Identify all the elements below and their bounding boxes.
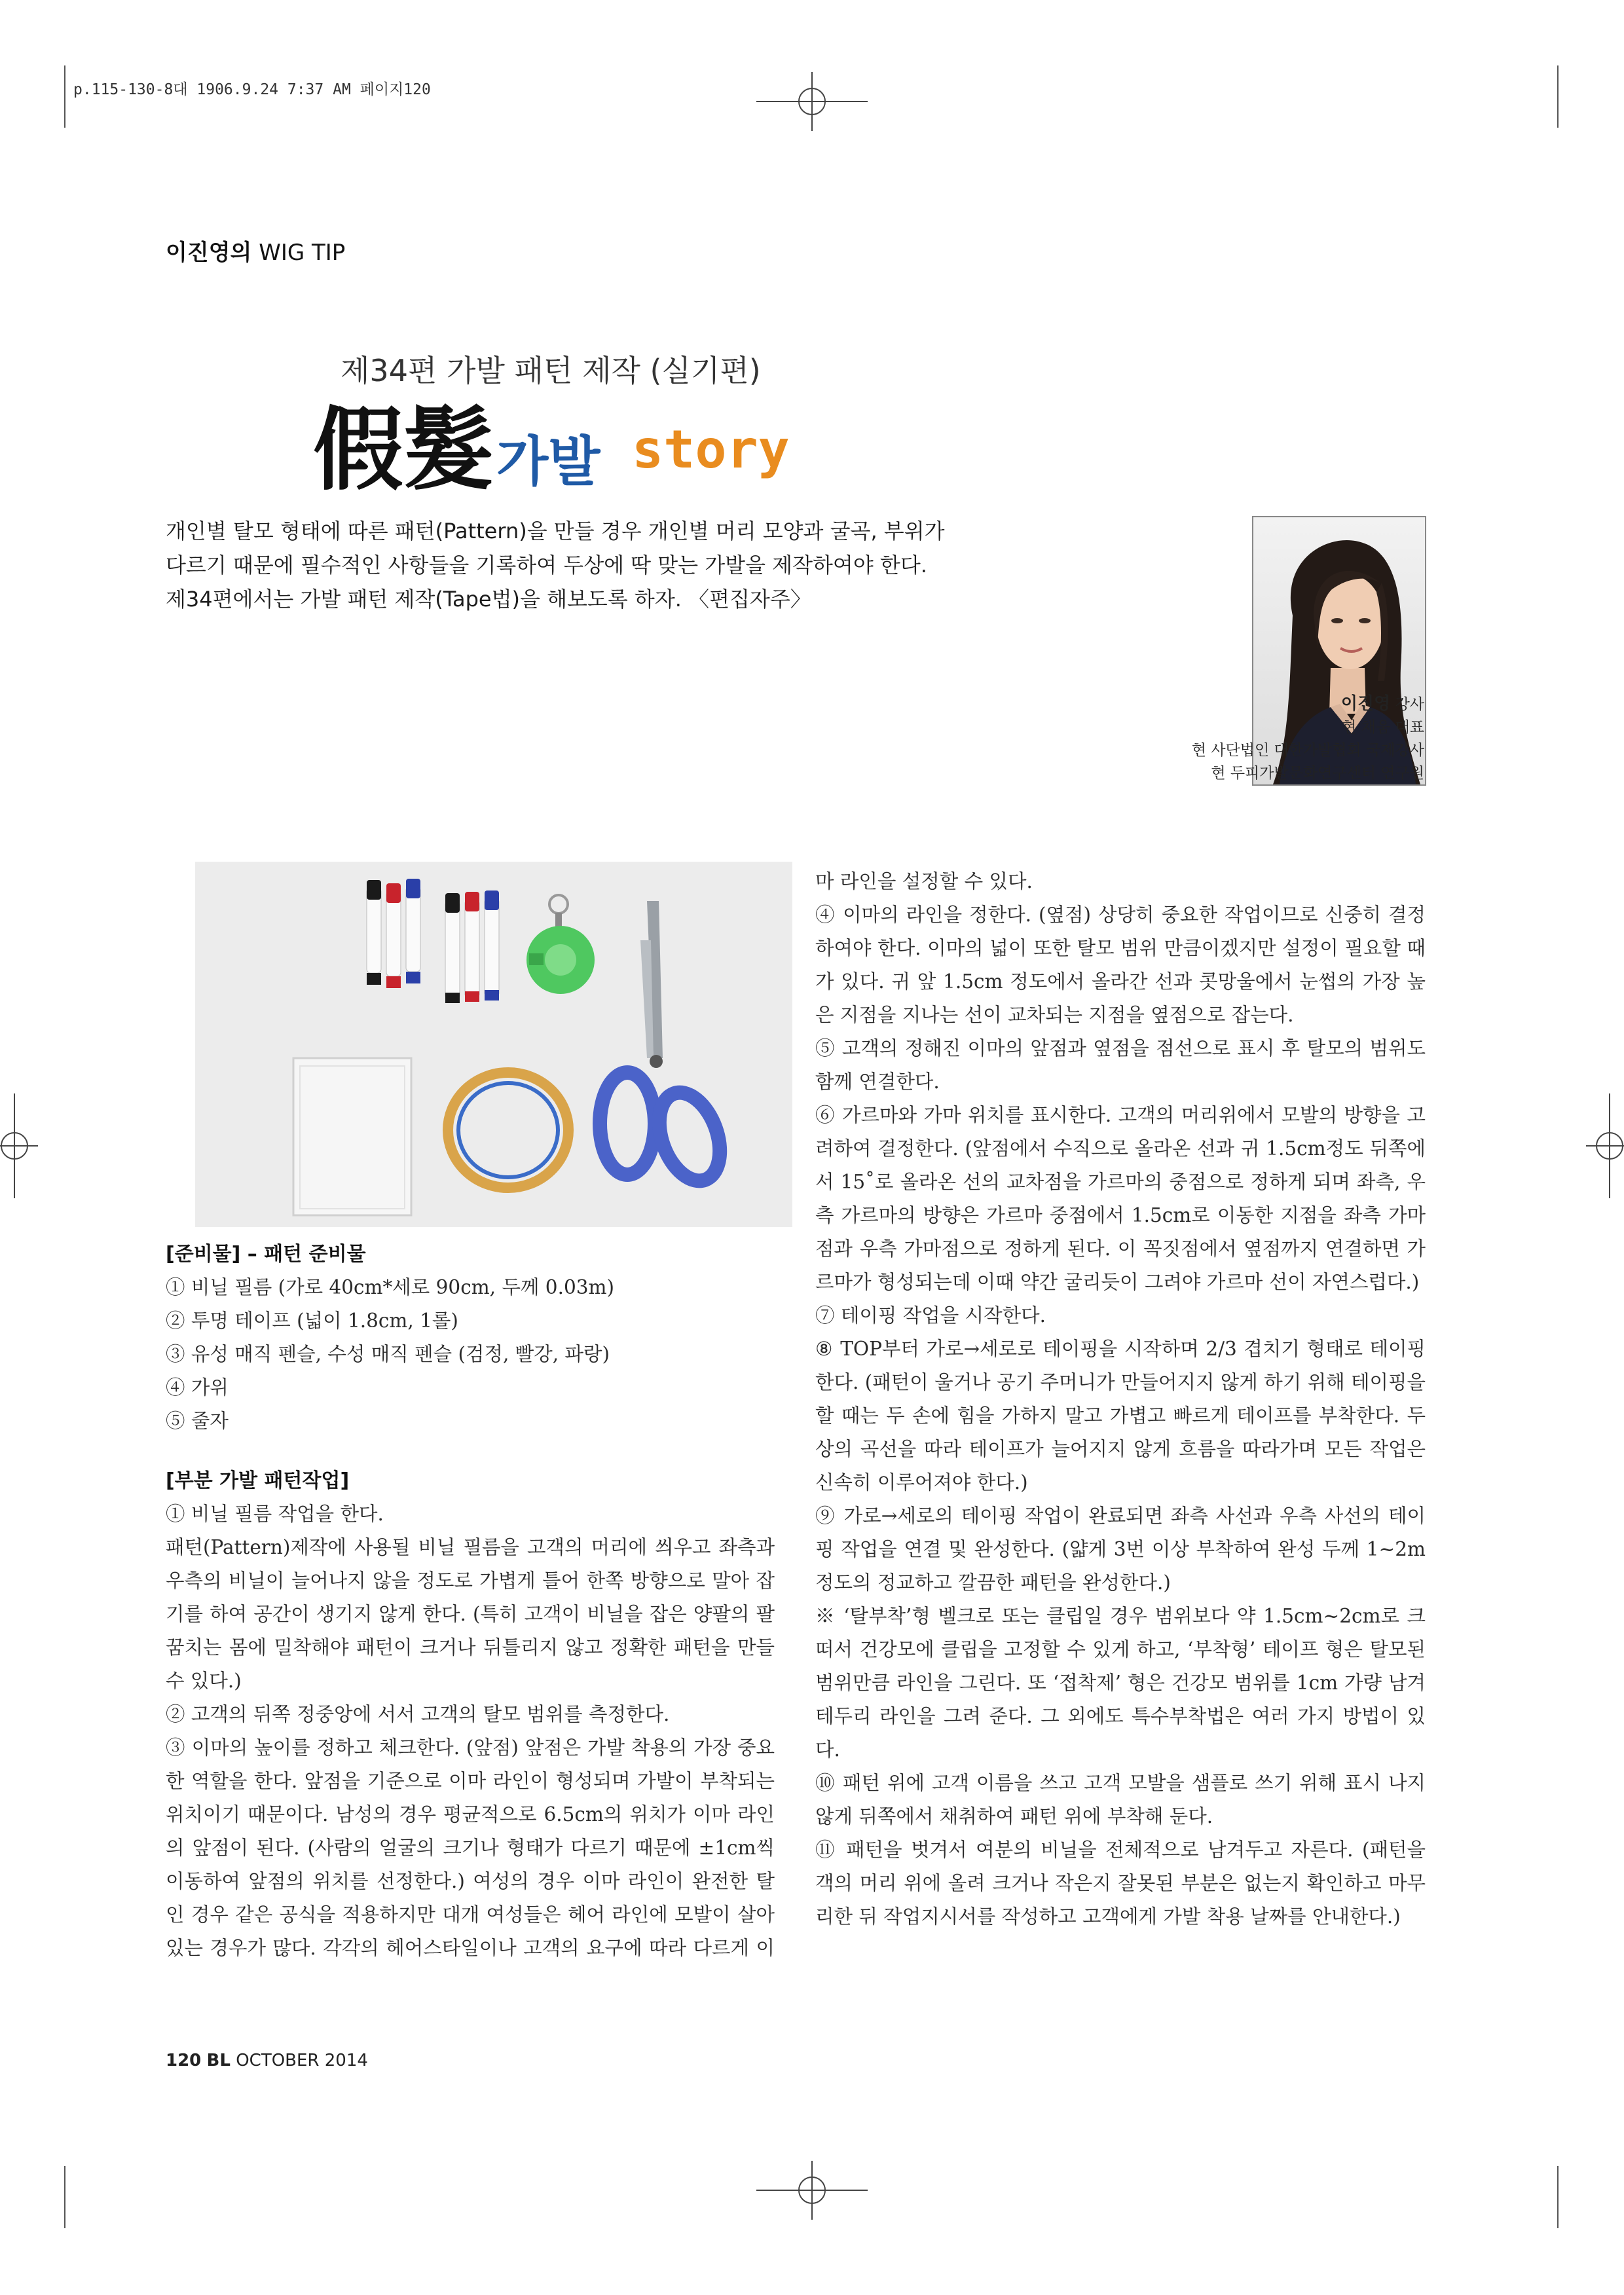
body-line: 르마가 형성되는데 이때 약간 굴리듯이 그려야 가르마 선이 자연스럽다.) (815, 1271, 1420, 1293)
body-line: ④ 이마의 라인을 정한다. (옆점) 상당히 중요한 작업이므로 신중히 결정 (815, 904, 1426, 926)
registration-mark-right (1585, 1087, 1624, 1205)
prep-heading: [준비물] – 패턴 준비물 (166, 1243, 366, 1266)
body-line: 한다. (패턴이 울거나 공기 주머니가 만들어지지 않게 하기 위해 테이핑을 (815, 1371, 1426, 1393)
body-line: ⑧ TOP부터 가로→세로로 테이핑을 시작하며 2/3 겹치기 형태로 테이핑 (815, 1338, 1426, 1360)
body-line: ① 비닐 필름 작업을 한다. (166, 1503, 384, 1525)
body-line: ② 고객의 뒤쪽 정중앙에 서서 고객의 탈모 범위를 측정한다. (166, 1703, 670, 1725)
body-line: ③ 이마의 높이를 정하고 체크한다. (앞점) 앞점은 가발 착용의 가장 중요 (166, 1736, 775, 1759)
issue-date: OCTOBER 2014 (236, 2051, 368, 2070)
author-bio (1192, 693, 1424, 785)
prep-item: ① 비닐 필름 (가로 40cm*세로 90cm, 두께 0.03m) (166, 1276, 614, 1298)
body-line: 함께 연결한다. (815, 1071, 940, 1093)
intro-line: 제34편에서는 가발 패턴 제작(Tape법)을 해보도록 하자. 〈편집자주〉 (166, 587, 811, 612)
author-name: 이진영 (1340, 694, 1391, 714)
author-role: 현 채움 대표 (1342, 719, 1424, 736)
body-line: 우측의 비닐이 늘어나지 않을 정도로 가볍게 틀어 한쪽 방향으로 말아 잡 (166, 1570, 775, 1592)
section-tag-title: WIG TIP (259, 240, 346, 266)
body-line: 려하여 결정한다. (앞점에서 수직으로 올라온 선과 귀 1.5cm정도 뒤쪽에 (815, 1137, 1426, 1160)
page-footer (166, 2051, 368, 2070)
body-line: 점과 우측 가마점으로 정하게 된다. 이 꼭짓점에서 옆점까지 연결하면 가 (815, 1238, 1426, 1260)
body-line: 의 앞점이 된다. (사람의 얼굴의 크기나 형태가 다르기 때문에 ±1cm씩 (166, 1837, 775, 1859)
episode-title: 제34편 가발 패턴 제작 (실기편) (341, 353, 761, 388)
page-number: 120 (166, 2051, 202, 2070)
body-line: 핑 작업을 연결 및 완성한다. (얇게 3번 이상 부착하여 완성 두께 1~2m (815, 1538, 1426, 1560)
body-line: 패턴(Pattern)제작에 사용될 비닐 필름을 고객의 머리에 씌우고 좌측과 (166, 1536, 775, 1558)
body-line: 마 라인을 설정할 수 있다. (815, 870, 1033, 892)
section-tag (166, 234, 345, 266)
body-line: 측 가르마의 방향은 가르마 중점에서 1.5cm로 이동한 지점을 좌측 가마 (815, 1204, 1426, 1226)
title-korean: 가발 (496, 431, 600, 493)
title-hanja: 假髮 (313, 396, 494, 503)
body-line: 객의 머리 위에 올려 크거나 작은지 잘못된 부분은 없는지 확인하고 마무 (815, 1872, 1426, 1894)
body-line: ※ ‘탈부착’형 벨크로 또는 클립일 경우 범위보다 약 1.5cm~2cm로 크 (815, 1605, 1426, 1627)
body-line: 이동하여 앞점의 위치를 선정한다.) 여성의 경우 이마 라인이 완전한 탈 (166, 1870, 775, 1892)
supplies-photo (195, 862, 792, 1227)
body-line: ⑤ 고객의 정해진 이마의 앞점과 옆점을 점선으로 표시 후 탈모의 범위도 (815, 1037, 1426, 1059)
magazine-name: BL (206, 2051, 231, 2070)
body-line: 은 지점을 지나는 선이 교차되는 지점을 옆점으로 잡는다. (815, 1004, 1294, 1026)
author-role: 현 사단법인 대한가발협회 국제강사 (1191, 742, 1424, 759)
body-line: ⑨ 가로→세로의 테이핑 작업이 완료되면 좌측 사선과 우측 사선의 테이 (815, 1505, 1426, 1527)
body-line: 위치이기 때문이다. 남성의 경우 평균적으로 6.5cm의 위치가 이마 라인 (166, 1803, 775, 1826)
registration-mark-bottom (747, 2161, 877, 2220)
prep-item: ③ 유성 매직 펜슬, 수성 매직 펜슬 (검정, 빨강, 파랑) (166, 1343, 610, 1365)
body-line: 기를 하여 공간이 생기지 않게 한다. (특히 고객이 비닐을 잡은 양팔의 팔 (166, 1603, 775, 1625)
section-tag-author: 이진영의 (166, 240, 252, 266)
body-line: 테두리 라인을 그려 준다. 그 외에도 특수부착법은 여러 가지 방법이 있 (815, 1705, 1426, 1727)
body-line: 하여야 한다. 이마의 넓이 또한 탈모 범위 만큼이겠지만 설정이 필요할 때 (815, 937, 1426, 959)
body-line: 범위만큼 라인을 그린다. 또 ‘접착제’ 형은 건강모 범위를 1cm 가량 남겨 (815, 1672, 1426, 1694)
tape-roll-icon (448, 1073, 568, 1188)
author-title: 강사 (1395, 696, 1424, 713)
body-line: 상의 곡선을 따라 테이프가 늘어지지 않게 흐름을 따라가며 모든 작업은 (815, 1438, 1426, 1460)
body-line: 꿈치는 몸에 밀착해야 패턴이 크거나 뒤틀리지 않고 정확한 패턴을 만들 (166, 1636, 775, 1659)
body-line: 가 있다. 귀 앞 1.5cm 정도에서 올라간 선과 콧망울에서 눈썹의 가장 높 (815, 970, 1426, 993)
crop-mark (64, 2166, 65, 2228)
partial-heading: [부분 가발 패턴작업] (166, 1469, 350, 1492)
vinyl-film-icon (293, 1058, 411, 1215)
prep-item: ⑤ 줄자 (166, 1410, 229, 1432)
left-column (166, 1238, 775, 1965)
crop-mark (64, 65, 65, 128)
body-line: ⑪ 패턴을 벗겨서 여분의 비닐을 전체적으로 남겨두고 자른다. (패턴을 (815, 1839, 1426, 1861)
crop-mark (1557, 2166, 1559, 2228)
marker-pen-icon (367, 879, 420, 988)
body-line: 다. (815, 1738, 840, 1761)
right-column (815, 865, 1426, 1934)
body-line: 있는 경우가 많다. 각각의 헤어스타일이나 고객의 요구에 따라 다르게 이 (166, 1937, 775, 1959)
intro-line: 개인별 탈모 형태에 따른 패턴(Pattern)을 만들 경우 개인별 머리 모양과 굴곡, 부위가 (166, 519, 945, 543)
prep-item: ④ 가위 (166, 1376, 229, 1399)
body-line: 할 때는 두 손에 힘을 가하지 말고 가볍고 빠르게 테이프를 부착한다. 두 (815, 1405, 1426, 1427)
intro-paragraph (166, 514, 1227, 616)
registration-mark-left (0, 1087, 39, 1205)
supplies-illustration (195, 862, 792, 1227)
intro-line: 다르기 때문에 필수적인 사항들을 기록하여 두상에 딱 맞는 가발을 제작하여야 한다. (166, 553, 927, 578)
registration-mark-top (747, 72, 877, 131)
body-line: 정도의 정교하고 깔끔한 패턴을 완성한다.) (815, 1571, 1171, 1594)
title-english: story (632, 419, 790, 480)
body-line: 떠서 건강모에 클립을 고정할 수 있게 하고, ‘부착형’ 테이프 형은 탈모된 (815, 1638, 1426, 1661)
body-line: 서 15˚로 올라온 선의 교차점을 가르마의 중점으로 정하게 되며 좌측, 우 (815, 1171, 1426, 1193)
body-line: 인 경우 같은 공식을 적용하지만 대개 여성들은 헤어 라인에 모발이 살아 (166, 1903, 775, 1926)
author-name-line (1192, 693, 1424, 716)
crop-mark (1557, 65, 1559, 128)
body-line: ⑦ 테이핑 작업을 시작한다. (815, 1304, 1046, 1327)
body-line: 신속히 이루어져야 한다.) (815, 1471, 1028, 1494)
author-role: 현 두피가발문화연구센터 연구원 (1211, 765, 1424, 782)
body-line: 한 역할을 한다. 앞점을 기준으로 이마 라인이 형성되며 가발이 부착되는 (166, 1770, 775, 1792)
body-line: 수 있다.) (166, 1670, 242, 1692)
prep-item: ② 투명 테이프 (넓이 1.8cm, 1롤) (166, 1310, 458, 1332)
body-line: 않게 뒤쪽에서 채취하여 패턴 위에 부착해 둔다. (815, 1805, 1213, 1827)
body-line: 리한 뒤 작업지시서를 작성하고 고객에게 가발 착용 날짜를 안내한다.) (815, 1905, 1401, 1928)
marker-pen-icon (445, 890, 499, 1003)
body-line: ⑥ 가르마와 가마 위치를 표시한다. 고객의 머리위에서 모발의 방향을 고 (815, 1104, 1426, 1126)
body-line: ⑩ 패턴 위에 고객 이름을 쓰고 고객 모발을 샘플로 쓰기 위해 표시 나지 (815, 1772, 1426, 1794)
print-slug: p.115-130-8대 1906.9.24 7:37 AM 페이지120 (73, 81, 431, 98)
